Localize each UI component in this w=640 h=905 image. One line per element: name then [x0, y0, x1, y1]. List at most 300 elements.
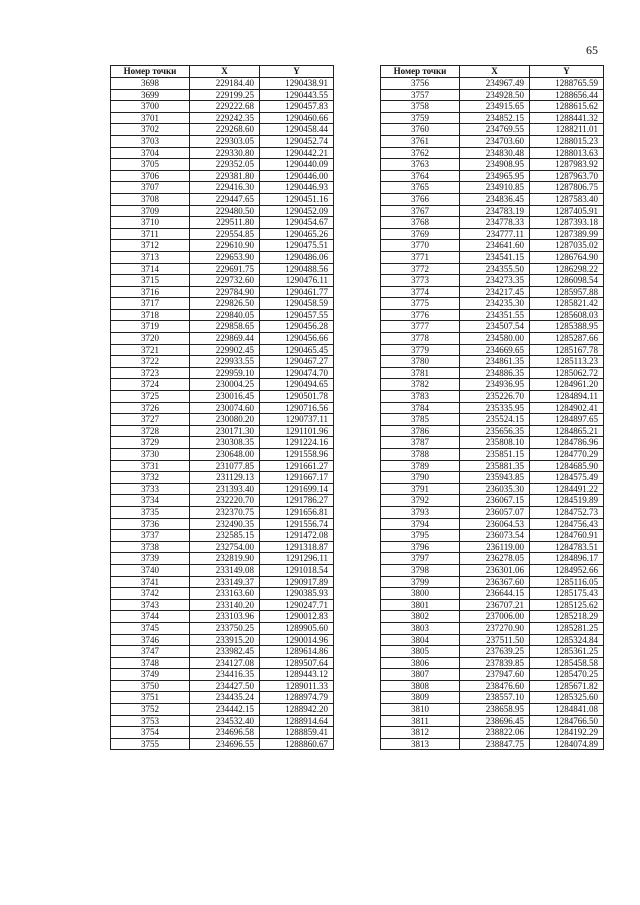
table-row [381, 159, 604, 171]
point-number-cell: 3754 [111, 727, 190, 739]
point-number-cell: 3807 [381, 669, 460, 681]
x-coordinate-cell: 236301.06 [460, 564, 530, 576]
x-coordinate-cell: 235226.70 [460, 391, 530, 403]
point-number-cell: 3756 [381, 78, 460, 90]
point-number-cell: 3803 [381, 622, 460, 634]
y-coordinate-cell: 1284897.65 [530, 414, 604, 426]
x-coordinate-cell: 229902.45 [190, 344, 260, 356]
x-coordinate-cell: 236057.07 [460, 506, 530, 518]
point-number-cell: 3785 [381, 414, 460, 426]
table-row [111, 518, 334, 530]
table-row [381, 622, 604, 634]
y-coordinate-cell: 1284575.49 [530, 472, 604, 484]
point-number-cell: 3730 [111, 449, 190, 461]
table-row [111, 611, 334, 623]
point-number-cell: 3720 [111, 333, 190, 345]
point-number-cell: 3723 [111, 367, 190, 379]
table-row [381, 147, 604, 159]
table-row [381, 646, 604, 658]
y-coordinate-cell: 1288914.64 [260, 715, 334, 727]
x-coordinate-cell: 233915.20 [190, 634, 260, 646]
point-number-cell: 3707 [111, 182, 190, 194]
y-coordinate-cell: 1285125.62 [530, 599, 604, 611]
x-coordinate-cell: 238557.10 [460, 692, 530, 704]
y-coordinate-cell: 1291101.96 [260, 425, 334, 437]
point-number-cell: 3794 [381, 518, 460, 530]
y-coordinate-cell: 1290917.89 [260, 576, 334, 588]
x-coordinate-cell: 237639.25 [460, 646, 530, 658]
x-coordinate-cell: 234127.08 [190, 657, 260, 669]
y-coordinate-cell: 1291472.08 [260, 530, 334, 542]
point-number-cell: 3733 [111, 483, 190, 495]
x-coordinate-cell: 229222.68 [190, 101, 260, 113]
point-number-cell: 3758 [381, 101, 460, 113]
table-row [381, 541, 604, 553]
table-row [111, 437, 334, 449]
table-row [111, 379, 334, 391]
x-coordinate-cell: 234830.48 [460, 147, 530, 159]
x-coordinate-cell: 237270.90 [460, 622, 530, 634]
y-coordinate-cell: 1285281.25 [530, 622, 604, 634]
column-header-point: Номер точки [381, 66, 460, 78]
y-coordinate-cell: 1290458.59 [260, 298, 334, 310]
y-coordinate-cell: 1284519.89 [530, 495, 604, 507]
point-number-cell: 3779 [381, 344, 460, 356]
point-number-cell: 3757 [381, 89, 460, 101]
y-coordinate-cell: 1291556.74 [260, 518, 334, 530]
point-number-cell: 3809 [381, 692, 460, 704]
table-row [381, 344, 604, 356]
table-row [381, 275, 604, 287]
point-number-cell: 3805 [381, 646, 460, 658]
y-coordinate-cell: 1290385.93 [260, 588, 334, 600]
point-number-cell: 3808 [381, 680, 460, 692]
x-coordinate-cell: 234696.55 [190, 738, 260, 750]
table-row [381, 715, 604, 727]
x-coordinate-cell: 229511.80 [190, 217, 260, 229]
x-coordinate-cell: 236644.15 [460, 588, 530, 600]
y-coordinate-cell: 1290737.11 [260, 414, 334, 426]
point-number-cell: 3801 [381, 599, 460, 611]
table-row [111, 286, 334, 298]
table-row [111, 634, 334, 646]
x-coordinate-cell: 234910.85 [460, 182, 530, 194]
y-coordinate-cell: 1288615.62 [530, 101, 604, 113]
x-coordinate-cell: 229268.60 [190, 124, 260, 136]
y-coordinate-cell: 1284841.08 [530, 704, 604, 716]
x-coordinate-cell: 232220.70 [190, 495, 260, 507]
point-number-cell: 3792 [381, 495, 460, 507]
table-row [111, 553, 334, 565]
y-coordinate-cell: 1286098.54 [530, 275, 604, 287]
y-coordinate-cell: 1291786.27 [260, 495, 334, 507]
point-number-cell: 3776 [381, 309, 460, 321]
table-row [111, 472, 334, 484]
table-row [381, 414, 604, 426]
column-header-y: Y [260, 66, 334, 78]
table-row [111, 112, 334, 124]
point-number-cell: 3766 [381, 193, 460, 205]
y-coordinate-cell: 1290443.55 [260, 89, 334, 101]
y-coordinate-cell: 1290465.45 [260, 344, 334, 356]
table-row [111, 541, 334, 553]
point-number-cell: 3731 [111, 460, 190, 472]
y-coordinate-cell: 1285325.60 [530, 692, 604, 704]
y-coordinate-cell: 1288015.23 [530, 135, 604, 147]
point-number-cell: 3727 [111, 414, 190, 426]
y-coordinate-cell: 1284865.21 [530, 425, 604, 437]
table-row [381, 309, 604, 321]
y-coordinate-cell: 1289905.60 [260, 622, 334, 634]
y-coordinate-cell: 1290442.21 [260, 147, 334, 159]
table-row [381, 564, 604, 576]
table-row [381, 460, 604, 472]
x-coordinate-cell: 234967.49 [460, 78, 530, 90]
y-coordinate-cell: 1289443.12 [260, 669, 334, 681]
y-coordinate-cell: 1289614.86 [260, 646, 334, 658]
table-row [111, 367, 334, 379]
table-row [381, 437, 604, 449]
y-coordinate-cell: 1291296.11 [260, 553, 334, 565]
table-row [111, 321, 334, 333]
column-header-y: Y [530, 66, 604, 78]
x-coordinate-cell: 229184.40 [190, 78, 260, 90]
y-coordinate-cell: 1284074.89 [530, 738, 604, 750]
x-coordinate-cell: 229869.44 [190, 333, 260, 345]
x-coordinate-cell: 234507.54 [460, 321, 530, 333]
point-number-cell: 3721 [111, 344, 190, 356]
x-coordinate-cell: 229858.65 [190, 321, 260, 333]
y-coordinate-cell: 1290454.67 [260, 217, 334, 229]
x-coordinate-cell: 236119.00 [460, 541, 530, 553]
point-number-cell: 3704 [111, 147, 190, 159]
point-number-cell: 3713 [111, 251, 190, 263]
y-coordinate-cell: 1287389.99 [530, 228, 604, 240]
point-number-cell: 3782 [381, 379, 460, 391]
point-number-cell: 3701 [111, 112, 190, 124]
x-coordinate-cell: 229242.35 [190, 112, 260, 124]
table-row [381, 518, 604, 530]
x-coordinate-cell: 231077.85 [190, 460, 260, 472]
point-number-cell: 3746 [111, 634, 190, 646]
y-coordinate-cell: 1287806.75 [530, 182, 604, 194]
y-coordinate-cell: 1291661.27 [260, 460, 334, 472]
table-row [111, 588, 334, 600]
point-number-cell: 3739 [111, 553, 190, 565]
x-coordinate-cell: 237947.60 [460, 669, 530, 681]
y-coordinate-cell: 1291699.14 [260, 483, 334, 495]
y-coordinate-cell: 1288441.32 [530, 112, 604, 124]
x-coordinate-cell: 231129.13 [190, 472, 260, 484]
x-coordinate-cell: 236067.15 [460, 495, 530, 507]
x-coordinate-cell: 237006.00 [460, 611, 530, 623]
table-row [111, 159, 334, 171]
y-coordinate-cell: 1290446.93 [260, 182, 334, 194]
y-coordinate-cell: 1290438.91 [260, 78, 334, 90]
x-coordinate-cell: 234861.35 [460, 356, 530, 368]
point-number-cell: 3781 [381, 367, 460, 379]
y-coordinate-cell: 1284770.29 [530, 449, 604, 461]
point-number-cell: 3747 [111, 646, 190, 658]
point-number-cell: 3797 [381, 553, 460, 565]
x-coordinate-cell: 232490.35 [190, 518, 260, 530]
y-coordinate-cell: 1289507.64 [260, 657, 334, 669]
point-number-cell: 3800 [381, 588, 460, 600]
table-row [381, 472, 604, 484]
column-header-point: Номер точки [111, 66, 190, 78]
table-row [381, 240, 604, 252]
point-number-cell: 3738 [111, 541, 190, 553]
x-coordinate-cell: 234886.35 [460, 367, 530, 379]
table-row [111, 449, 334, 461]
y-coordinate-cell: 1284961.20 [530, 379, 604, 391]
y-coordinate-cell: 1285287.66 [530, 333, 604, 345]
x-coordinate-cell: 233750.25 [190, 622, 260, 634]
point-number-cell: 3768 [381, 217, 460, 229]
y-coordinate-cell: 1290452.74 [260, 135, 334, 147]
point-number-cell: 3725 [111, 391, 190, 403]
point-number-cell: 3751 [111, 692, 190, 704]
table-row [381, 263, 604, 275]
y-coordinate-cell: 1290476.11 [260, 275, 334, 287]
y-coordinate-cell: 1287035.02 [530, 240, 604, 252]
x-coordinate-cell: 238476.60 [460, 680, 530, 692]
table-header-row [111, 66, 334, 78]
point-number-cell: 3762 [381, 147, 460, 159]
x-coordinate-cell: 229933.55 [190, 356, 260, 368]
y-coordinate-cell: 1289011.33 [260, 680, 334, 692]
y-coordinate-cell: 1290494.65 [260, 379, 334, 391]
x-coordinate-cell: 235524.15 [460, 414, 530, 426]
point-number-cell: 3791 [381, 483, 460, 495]
y-coordinate-cell: 1287405.91 [530, 205, 604, 217]
y-coordinate-cell: 1290461.77 [260, 286, 334, 298]
table-row [381, 89, 604, 101]
table-row [381, 704, 604, 716]
x-coordinate-cell: 234351.55 [460, 309, 530, 321]
point-number-cell: 3748 [111, 657, 190, 669]
x-coordinate-cell: 230004.25 [190, 379, 260, 391]
table-row [381, 182, 604, 194]
y-coordinate-cell: 1285821.42 [530, 298, 604, 310]
point-number-cell: 3719 [111, 321, 190, 333]
point-number-cell: 3709 [111, 205, 190, 217]
point-number-cell: 3777 [381, 321, 460, 333]
column-header-x: X [190, 66, 260, 78]
y-coordinate-cell: 1290457.83 [260, 101, 334, 113]
x-coordinate-cell: 234580.00 [460, 333, 530, 345]
x-coordinate-cell: 235335.95 [460, 402, 530, 414]
table-row [381, 692, 604, 704]
x-coordinate-cell: 236278.05 [460, 553, 530, 565]
point-number-cell: 3812 [381, 727, 460, 739]
x-coordinate-cell: 235943.85 [460, 472, 530, 484]
point-number-cell: 3799 [381, 576, 460, 588]
point-number-cell: 3745 [111, 622, 190, 634]
x-coordinate-cell: 230016.45 [190, 391, 260, 403]
point-number-cell: 3703 [111, 135, 190, 147]
point-number-cell: 3741 [111, 576, 190, 588]
y-coordinate-cell: 1284896.17 [530, 553, 604, 565]
y-coordinate-cell: 1291224.16 [260, 437, 334, 449]
x-coordinate-cell: 229352.05 [190, 159, 260, 171]
y-coordinate-cell: 1290458.44 [260, 124, 334, 136]
point-number-cell: 3763 [381, 159, 460, 171]
point-number-cell: 3735 [111, 506, 190, 518]
table-body-right [381, 78, 604, 750]
point-number-cell: 3793 [381, 506, 460, 518]
y-coordinate-cell: 1285167.78 [530, 344, 604, 356]
y-coordinate-cell: 1290501.78 [260, 391, 334, 403]
point-number-cell: 3755 [111, 738, 190, 750]
y-coordinate-cell: 1290488.56 [260, 263, 334, 275]
x-coordinate-cell: 229826.50 [190, 298, 260, 310]
x-coordinate-cell: 233103.96 [190, 611, 260, 623]
table-row [381, 657, 604, 669]
x-coordinate-cell: 234532.40 [190, 715, 260, 727]
point-number-cell: 3715 [111, 275, 190, 287]
y-coordinate-cell: 1290456.28 [260, 321, 334, 333]
point-number-cell: 3740 [111, 564, 190, 576]
point-number-cell: 3749 [111, 669, 190, 681]
table-row [111, 251, 334, 263]
page-number: 65 [586, 43, 598, 57]
table-row [111, 646, 334, 658]
table-row [381, 78, 604, 90]
x-coordinate-cell: 234427.50 [190, 680, 260, 692]
table-body-left [111, 78, 334, 750]
x-coordinate-cell: 234965.95 [460, 170, 530, 182]
x-coordinate-cell: 234777.11 [460, 228, 530, 240]
y-coordinate-cell: 1291558.96 [260, 449, 334, 461]
x-coordinate-cell: 233149.08 [190, 564, 260, 576]
x-coordinate-cell: 229303.05 [190, 135, 260, 147]
y-coordinate-cell: 1288013.63 [530, 147, 604, 159]
table-header-row [381, 66, 604, 78]
y-coordinate-cell: 1291018.54 [260, 564, 334, 576]
y-coordinate-cell: 1285062.72 [530, 367, 604, 379]
x-coordinate-cell: 237511.50 [460, 634, 530, 646]
y-coordinate-cell: 1290012.83 [260, 611, 334, 623]
column-header-x: X [460, 66, 530, 78]
table-row [111, 228, 334, 240]
x-coordinate-cell: 234928.50 [460, 89, 530, 101]
table-row [111, 298, 334, 310]
table-row [381, 112, 604, 124]
y-coordinate-cell: 1290457.55 [260, 309, 334, 321]
table-row [111, 506, 334, 518]
point-number-cell: 3753 [111, 715, 190, 727]
point-number-cell: 3774 [381, 286, 460, 298]
point-number-cell: 3760 [381, 124, 460, 136]
table-row [111, 715, 334, 727]
table-row [381, 680, 604, 692]
x-coordinate-cell: 235656.35 [460, 425, 530, 437]
point-number-cell: 3784 [381, 402, 460, 414]
point-number-cell: 3750 [111, 680, 190, 692]
point-number-cell: 3702 [111, 124, 190, 136]
point-number-cell: 3710 [111, 217, 190, 229]
table-row [111, 576, 334, 588]
point-number-cell: 3770 [381, 240, 460, 252]
point-number-cell: 3811 [381, 715, 460, 727]
x-coordinate-cell: 234936.95 [460, 379, 530, 391]
y-coordinate-cell: 1284760.91 [530, 530, 604, 542]
table-row [381, 495, 604, 507]
point-number-cell: 3765 [381, 182, 460, 194]
table-row [381, 506, 604, 518]
x-coordinate-cell: 233149.37 [190, 576, 260, 588]
x-coordinate-cell: 230308.35 [190, 437, 260, 449]
y-coordinate-cell: 1285608.03 [530, 309, 604, 321]
y-coordinate-cell: 1284685.90 [530, 460, 604, 472]
point-number-cell: 3769 [381, 228, 460, 240]
y-coordinate-cell: 1290460.66 [260, 112, 334, 124]
y-coordinate-cell: 1284766.50 [530, 715, 604, 727]
point-number-cell: 3775 [381, 298, 460, 310]
point-number-cell: 3726 [111, 402, 190, 414]
table-row [111, 193, 334, 205]
y-coordinate-cell: 1285361.25 [530, 646, 604, 658]
point-number-cell: 3737 [111, 530, 190, 542]
table-row [111, 657, 334, 669]
table-row [381, 553, 604, 565]
point-number-cell: 3783 [381, 391, 460, 403]
table-row [381, 135, 604, 147]
x-coordinate-cell: 234836.45 [460, 193, 530, 205]
point-number-cell: 3742 [111, 588, 190, 600]
y-coordinate-cell: 1290474.70 [260, 367, 334, 379]
x-coordinate-cell: 237839.85 [460, 657, 530, 669]
table-row [381, 634, 604, 646]
point-number-cell: 3772 [381, 263, 460, 275]
x-coordinate-cell: 229610.90 [190, 240, 260, 252]
x-coordinate-cell: 229381.80 [190, 170, 260, 182]
y-coordinate-cell: 1288974.79 [260, 692, 334, 704]
y-coordinate-cell: 1290467.27 [260, 356, 334, 368]
table-row [381, 727, 604, 739]
point-number-cell: 3736 [111, 518, 190, 530]
y-coordinate-cell: 1288211.01 [530, 124, 604, 136]
y-coordinate-cell: 1288860.67 [260, 738, 334, 750]
point-number-cell: 3796 [381, 541, 460, 553]
x-coordinate-cell: 229732.60 [190, 275, 260, 287]
table-row [111, 704, 334, 716]
y-coordinate-cell: 1284752.73 [530, 506, 604, 518]
table-row [111, 414, 334, 426]
table-row [381, 367, 604, 379]
x-coordinate-cell: 229447.65 [190, 193, 260, 205]
x-coordinate-cell: 236035.30 [460, 483, 530, 495]
point-number-cell: 3771 [381, 251, 460, 263]
table-row [111, 147, 334, 159]
point-number-cell: 3813 [381, 738, 460, 750]
x-coordinate-cell: 236367.60 [460, 576, 530, 588]
table-row [111, 170, 334, 182]
table-row [111, 101, 334, 113]
table-row [381, 483, 604, 495]
table-row [381, 379, 604, 391]
y-coordinate-cell: 1285957.88 [530, 286, 604, 298]
point-number-cell: 3786 [381, 425, 460, 437]
x-coordinate-cell: 235851.15 [460, 449, 530, 461]
x-coordinate-cell: 229840.05 [190, 309, 260, 321]
table-row [381, 251, 604, 263]
x-coordinate-cell: 232754.00 [190, 541, 260, 553]
table-row [111, 275, 334, 287]
x-coordinate-cell: 230171.30 [190, 425, 260, 437]
x-coordinate-cell: 229691.75 [190, 263, 260, 275]
